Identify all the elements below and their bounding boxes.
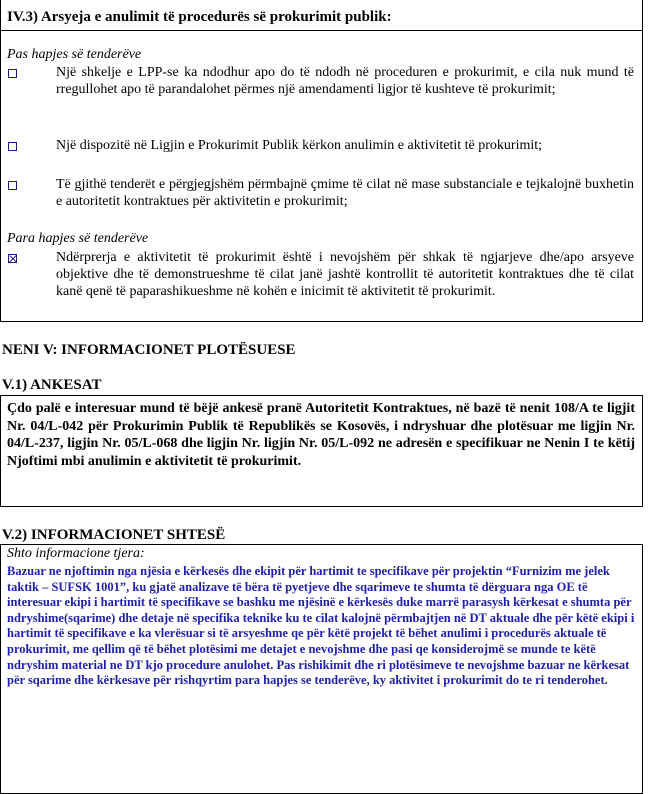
option-1-checkbox[interactable] <box>8 69 17 78</box>
section-iv3-title-rule <box>0 30 643 31</box>
after-opening-label: Pas hapjes së tenderëve <box>7 47 142 62</box>
section-v2-text: Bazuar ne njoftimin nga njësia e kërkesës dhe ekipit për hartimit te specifikave për projektin “Furnizim me jelek taktik – SUFSK 1001”, ku gjatë analizave të bëra të pyetjeve dhe sqarimeve te shumta të dërguara nga OE të interesuar ekipi i hartimit të specifikave se bashku me njësinë e kërkesës duke marrë parasysh kërkesat e shumta për ndryshime(sqarime) dhe detaje në specifika teknike ku te cilat kalojnë përmbajtjen në DT aktuale dhe për këtë ekipi i hartimit të specifikave e ka vlerësuar si të arsyeshme qe për këtë projekt të bëhet anulimi i procedurës aktuale të prokurimit, me qellim që të bëhet plotësimi me detajet e nevojshme dhe pasi qe konsiderojmë se munde te këtë ndryshim material ne DT kjo procedure anulohet. Pas rishikimit dhe ri plotësimeve te nevojshme bazuar ne kërkesat për sqarime dhe kërkesave për rishqyrtim para hapjes se tenderëve, ky aktivitet i prokurimit do te ri tenderohet. <box>7 564 635 688</box>
option-2-text: Një dispozitë në Ligjin e Prokurimit Publik kërkon anulimin e aktivitetit të prokurimit; <box>56 138 543 153</box>
option-3-text: Të gjithë tenderët e përgjegjshëm përmbajnë çmime të cilat në mase substanciale e tejkalojnë buxhetin e autoritetit kontraktues për aktivitetin e prokurimit; <box>56 177 634 209</box>
section-v2-label: Shto informacione tjera: <box>7 546 145 561</box>
option-4-checkbox[interactable] <box>8 254 17 263</box>
section-v-title: NENI V: INFORMACIONET PLOTËSUESE <box>2 342 296 358</box>
option-1-text: Një shkelje e LPP-se ka ndodhur apo do të ndodh në proceduren e prokurimit, e cila nuk mund të rregullohet apo të parandalohet përmes një amendamenti ligjor të kushteve të prokurimit; <box>56 65 634 97</box>
section-v1-title: V.1) ANKESAT <box>2 377 102 393</box>
option-2-checkbox[interactable] <box>8 142 17 151</box>
option-3-checkbox[interactable] <box>8 181 17 190</box>
section-v1-text: Çdo palë e interesuar mund të bëjë ankesë pranë Autoritetit Kontraktues, në bazë të nenit 108/A te ligjit Nr. 04/L-042 për Prokurimin Publik të Republikës se Kosovës, i ndryshuar dhe plotësuar me ligjin Nr. 04/L-237, ligjin Nr. 05/L-068 dhe ligjin Nr. ligjin Nr. 05/L-092 ne adresën e specifikuar ne Nenin I te këtij Njoftimi mbi anulimin e aktivitetit të prokurimit. <box>7 401 635 469</box>
option-4-text: Ndërprerja e aktivitetit të prokurimit është i nevojshëm për shkak të ngjarjeve dhe/apo arsyeve objektive dhe të demonstrueshme të cilat janë jashtë kontrollit të autoritetit kontraktues dhe të cilat kanë qenë të paparashikueshme në kohën e inicimit të aktivitetit të prokurimit. <box>56 250 634 299</box>
section-v2-title: V.2) INFORMACIONET SHTESË <box>2 527 226 543</box>
before-opening-label: Para hapjes së tenderëve <box>7 231 149 246</box>
section-iv3-title: IV.3) Arsyeja e anulimit të procedurës së prokurimit publik: <box>7 9 392 25</box>
